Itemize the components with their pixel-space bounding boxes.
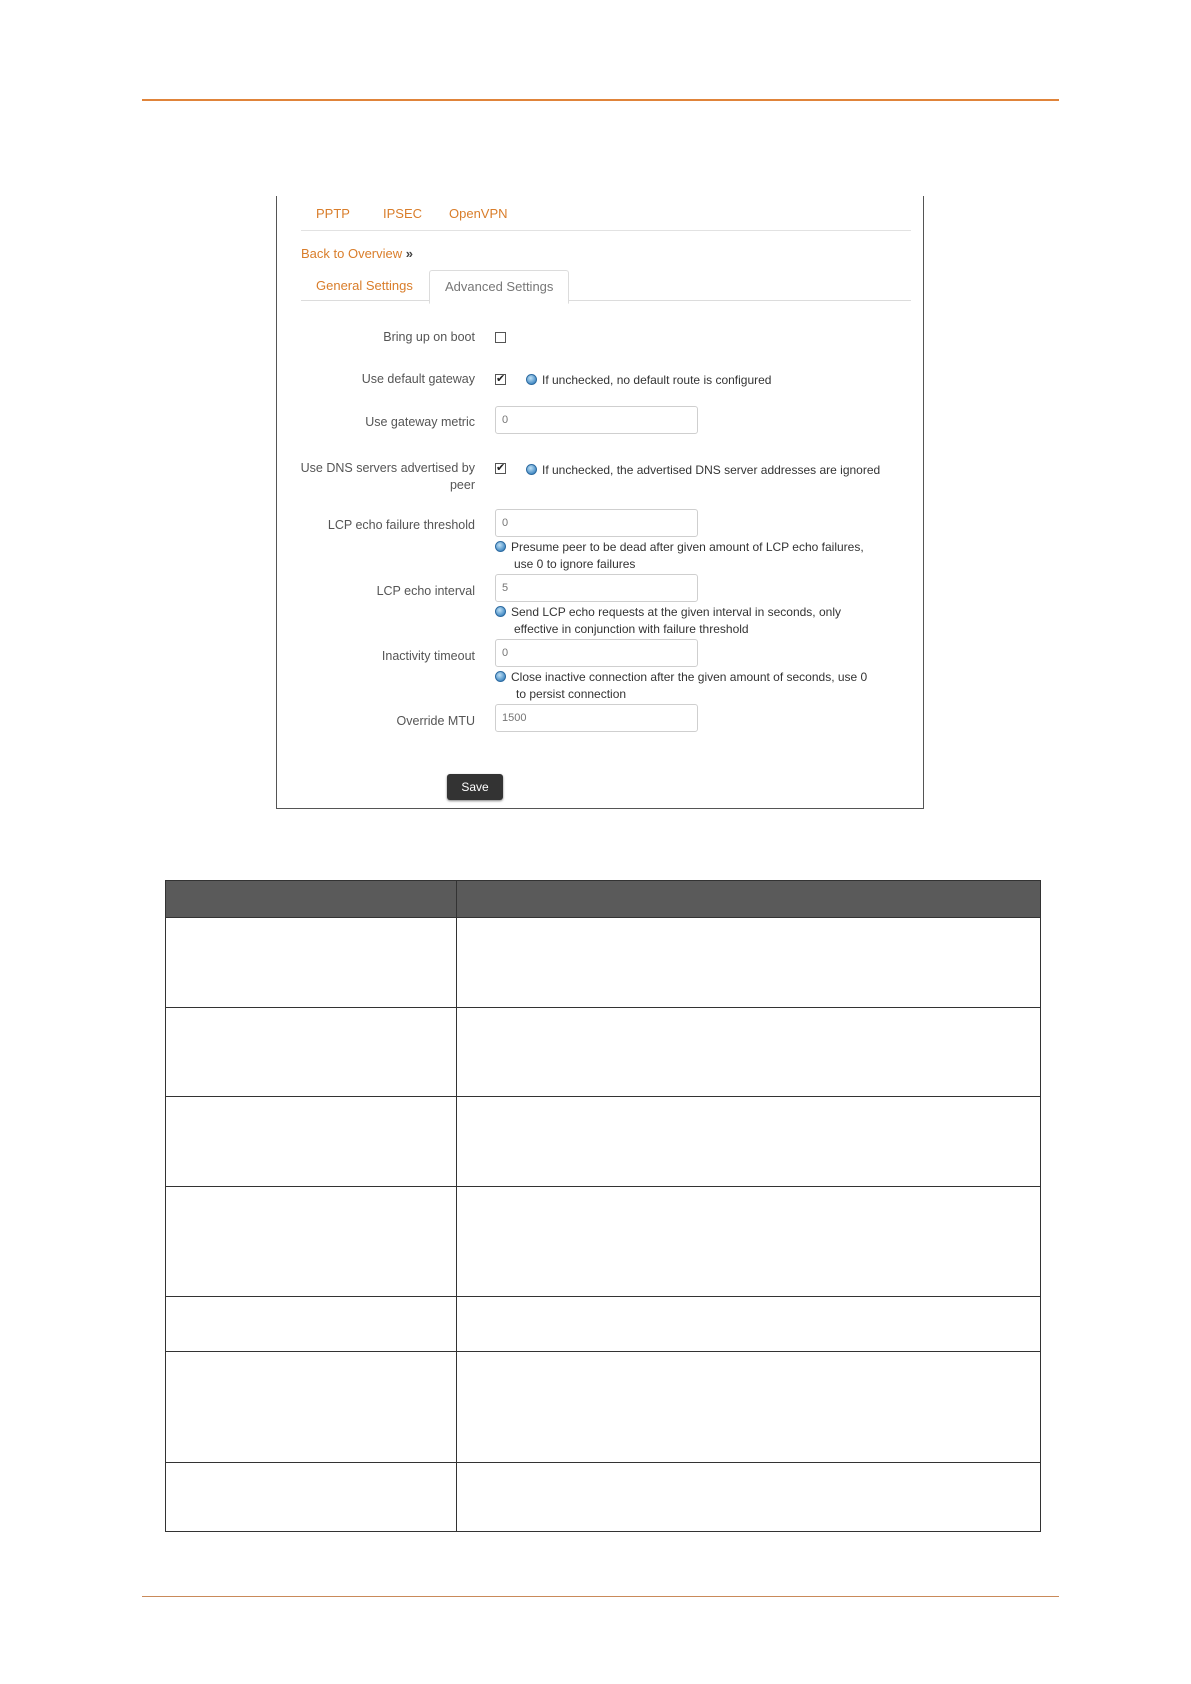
- inactivity-hint-line2: to persist connection: [516, 687, 627, 701]
- table-cell: [166, 918, 457, 1008]
- use-dns-label-line1: Use DNS servers advertised by: [300, 461, 475, 475]
- table-header-cell: [166, 881, 457, 918]
- tab-advanced-settings[interactable]: Advanced Settings: [429, 270, 569, 304]
- settings-tabs: [301, 270, 911, 301]
- tab-ipsec[interactable]: IPSEC: [383, 206, 423, 221]
- table-cell: [457, 1352, 1041, 1463]
- table-row: [166, 1352, 1041, 1463]
- lcp-threshold-input[interactable]: [495, 509, 698, 537]
- lcp-interval-label: LCP echo interval: [376, 584, 475, 598]
- save-button[interactable]: Save: [447, 774, 503, 800]
- table-cell: [166, 1463, 457, 1532]
- inactivity-timeout-label: Inactivity timeout: [381, 649, 475, 663]
- table-cell: [457, 1297, 1041, 1352]
- table-header-row: [166, 881, 1041, 918]
- tab-pptp[interactable]: PPTP: [316, 206, 350, 221]
- table-header-cell: [457, 881, 1041, 918]
- table-row: [166, 918, 1041, 1008]
- use-dns-label: [301, 460, 475, 494]
- back-to-overview-link[interactable]: [301, 246, 413, 261]
- table-cell: [166, 1352, 457, 1463]
- info-icon: [495, 606, 506, 617]
- screenshot-frame: [276, 196, 924, 809]
- bring-up-on-boot-checkbox[interactable]: [495, 332, 506, 343]
- use-default-gateway-checkbox[interactable]: ✔: [496, 373, 506, 385]
- table-row: [166, 1463, 1041, 1532]
- back-link-label[interactable]: Back to Overview: [301, 246, 403, 261]
- override-mtu-label: Override MTU: [396, 714, 475, 728]
- inactivity-timeout-hint: [495, 669, 867, 703]
- use-dns-checkbox[interactable]: ✔: [496, 462, 506, 474]
- header-rule: [142, 99, 1059, 101]
- footer-rule: [142, 1596, 1059, 1597]
- back-link-arrow: »: [405, 246, 414, 261]
- lcp-threshold-hint: [495, 539, 864, 573]
- use-dns-hint-text: If unchecked, the advertised DNS server addresses are ignored: [542, 463, 881, 477]
- bring-up-on-boot-label: Bring up on boot: [383, 330, 475, 344]
- lcp-interval-hint-line2: effective in conjunction with failure threshold: [514, 622, 749, 636]
- lcp-threshold-hint-line1: Presume peer to be dead after given amount of LCP echo failures,: [511, 540, 864, 554]
- default-gateway-hint: [526, 372, 771, 389]
- table-cell: [457, 1097, 1041, 1187]
- tab-openvpn[interactable]: OpenVPN: [449, 206, 508, 221]
- lcp-interval-input[interactable]: [495, 574, 698, 602]
- info-icon: [526, 374, 537, 385]
- lcp-interval-hint-line1: Send LCP echo requests at the given interval in seconds, only: [511, 605, 841, 619]
- default-gateway-hint-text: If unchecked, no default route is configured: [542, 373, 772, 387]
- table-cell: [457, 918, 1041, 1008]
- table-cell: [457, 1008, 1041, 1097]
- description-table: [165, 880, 1041, 1532]
- table-row: [166, 1297, 1041, 1352]
- inactivity-hint-line1: Close inactive connection after the given amount of seconds, use 0: [511, 670, 868, 684]
- table-cell: [166, 1008, 457, 1097]
- table-cell: [457, 1463, 1041, 1532]
- lcp-threshold-label: LCP echo failure threshold: [327, 518, 475, 532]
- table-row: [166, 1187, 1041, 1297]
- gateway-metric-input[interactable]: [495, 406, 698, 434]
- use-dns-label-line2: peer: [449, 478, 475, 492]
- tab-general-settings[interactable]: General Settings: [316, 278, 413, 293]
- use-gateway-metric-label: Use gateway metric: [365, 415, 475, 429]
- info-icon: [526, 464, 537, 475]
- table-cell: [166, 1097, 457, 1187]
- use-default-gateway-label: Use default gateway: [361, 372, 475, 386]
- lcp-interval-hint: [495, 604, 841, 638]
- info-icon: [495, 671, 506, 682]
- use-dns-hint: [526, 462, 880, 479]
- inactivity-timeout-input[interactable]: [495, 639, 698, 667]
- table-cell: [457, 1187, 1041, 1297]
- table-row: [166, 1008, 1041, 1097]
- lcp-threshold-hint-line2: use 0 to ignore failures: [514, 557, 636, 571]
- vpn-tabs: [301, 196, 911, 231]
- info-icon: [495, 541, 506, 552]
- override-mtu-input[interactable]: [495, 704, 698, 732]
- table-row: [166, 1097, 1041, 1187]
- table-cell: [166, 1187, 457, 1297]
- table-cell: [166, 1297, 457, 1352]
